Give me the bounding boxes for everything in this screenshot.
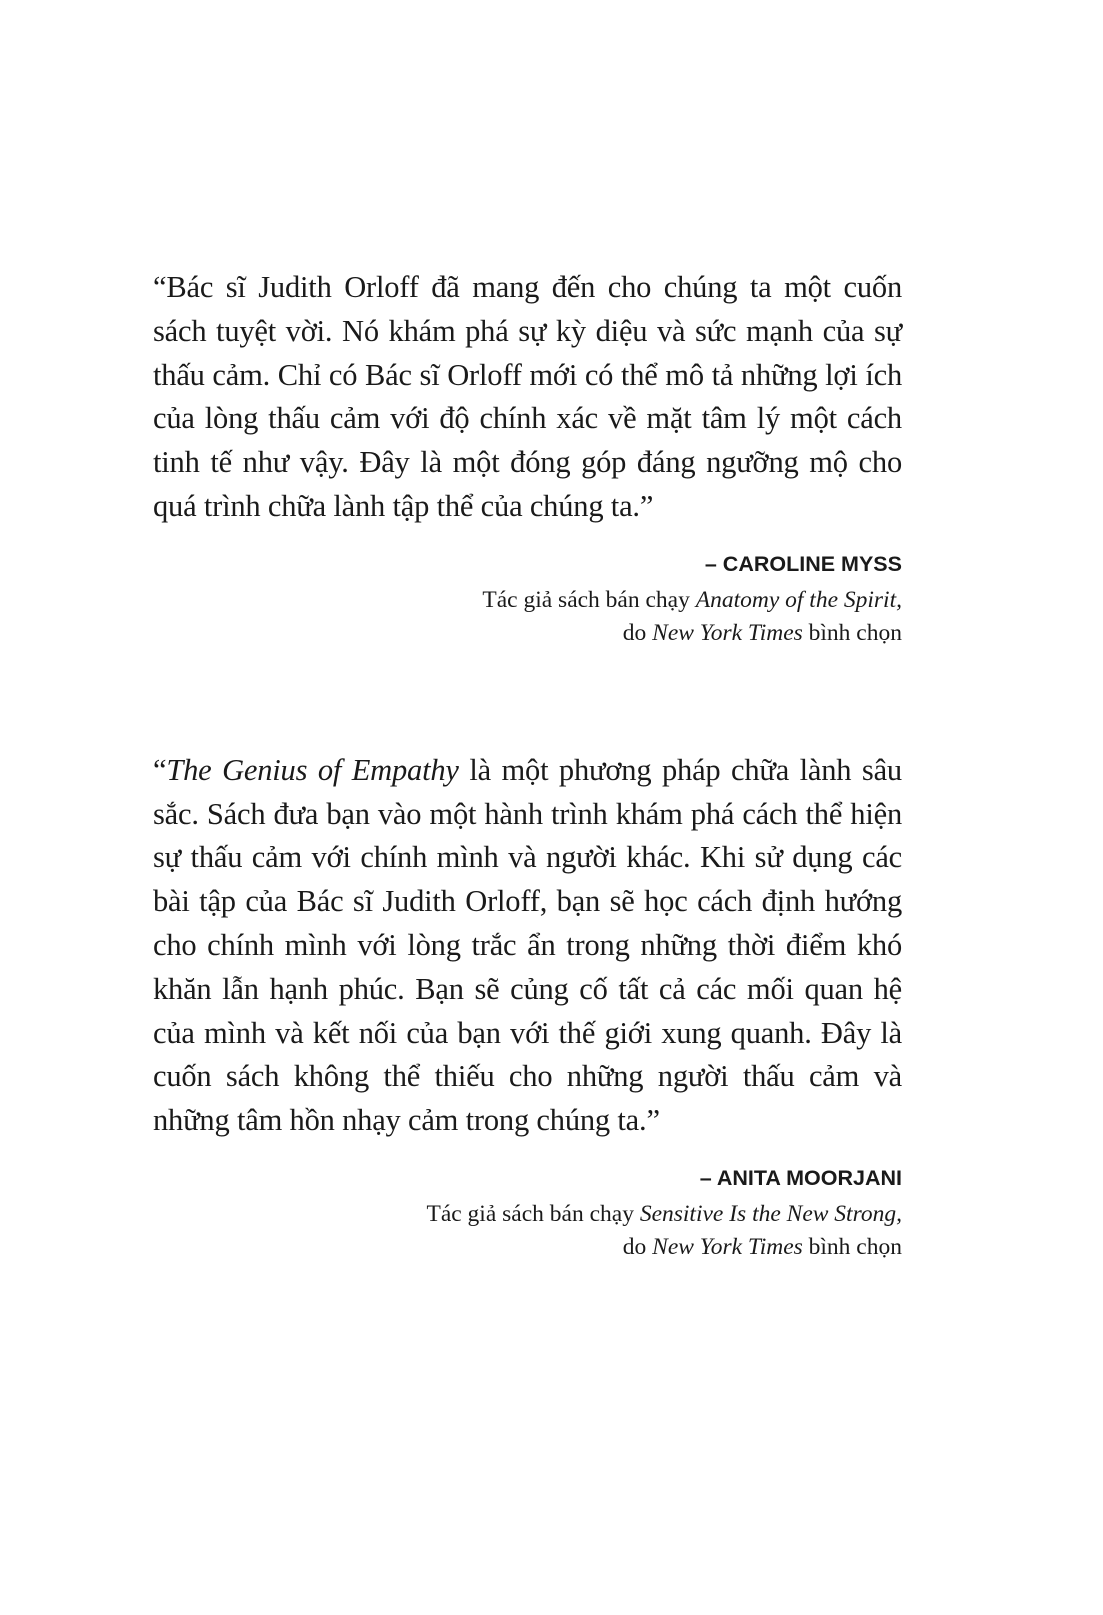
desc-prefix: Tác giả sách bán chạy xyxy=(482,586,696,613)
publisher-name: New York Times xyxy=(652,619,803,646)
book-title: Anatomy of the Spirit, xyxy=(695,586,902,613)
close-quote-mark: ” xyxy=(646,1103,660,1138)
testimonial-author: – CAROLINE MYSS xyxy=(704,551,902,576)
quote-body: là một phương pháp chữa lành sâu sắc. Sách đưa bạn vào một hành trình khám phá cách thể hiện sự thấu cảm với chính mình và người khác. Khi sử dụng các bài tập của Bác sĩ Judith Orloff, bạn sẽ học cách định hướng cho chính mình với lòng trắc ẩn trong những thời điểm khó khăn lẫn hạnh phúc. Bạn sẽ củng cố tất cả các mối quan hệ của mình và kết nối của bạn với thế giới xung quanh. Đây là cuốn sách không thể thiếu cho những người thấu cảm và những tâm hồn nhạy cảm trong chúng ta. xyxy=(153,752,902,1138)
testimonial-caroline-myss xyxy=(153,266,902,650)
publisher-name: New York Times xyxy=(652,1233,803,1260)
page-content xyxy=(153,266,902,1264)
desc-suffix: bình chọn xyxy=(802,619,902,646)
testimonial-author: – ANITA MOORJANI xyxy=(699,1165,902,1190)
author-description xyxy=(153,1198,902,1264)
desc-line2-prefix: do xyxy=(622,1233,653,1260)
desc-line2-prefix: do xyxy=(622,619,653,646)
testimonial-anita-moorjani xyxy=(153,749,902,1264)
open-quote-mark: “ xyxy=(153,270,167,304)
testimonial-quote xyxy=(153,749,902,1143)
desc-suffix: bình chọn xyxy=(802,1233,902,1260)
quote-body: Bác sĩ Judith Orloff đã mang đến cho chúng ta một cuốn sách tuyệt vời. Nó khám phá sự kỳ diệu và sức mạnh của sự thấu cảm. Chỉ có Bác sĩ Orloff mới có thể mô tả những lợi ích của lòng thấu cảm với độ chính xác về mặt tâm lý một cách tinh tế như vậy. Đây là một đóng góp đáng ngưỡng mộ cho quá trình chữa lành tập thể của chúng ta. xyxy=(153,270,902,523)
book-title-inline: The Genius of Empathy xyxy=(166,752,459,787)
testimonial-quote xyxy=(153,266,902,529)
book-title: Sensitive Is the New Strong, xyxy=(639,1200,902,1227)
close-quote-mark: ” xyxy=(639,488,654,523)
author-description xyxy=(153,584,902,650)
open-quote-mark: “ xyxy=(153,752,167,787)
desc-prefix: Tác giả sách bán chạy xyxy=(426,1200,640,1227)
